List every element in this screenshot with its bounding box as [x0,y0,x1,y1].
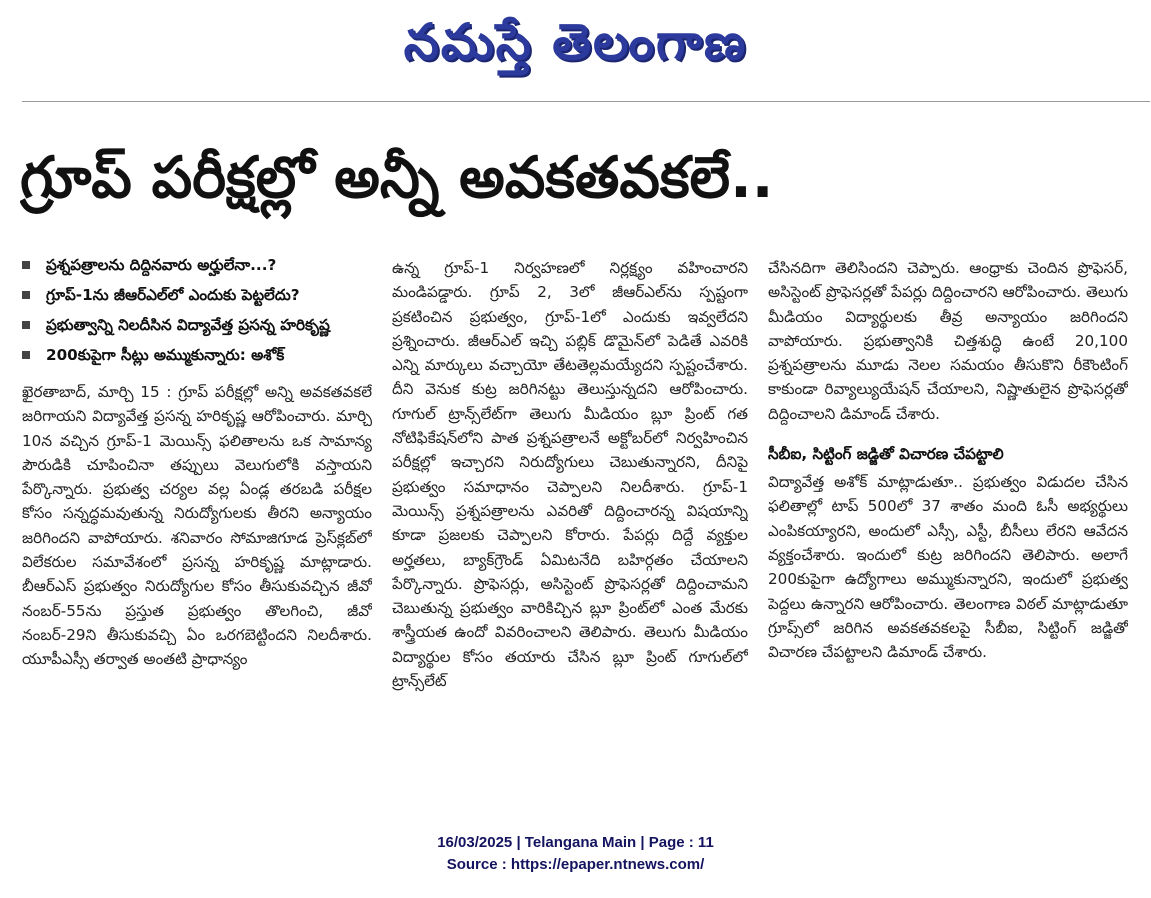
source-url: Source : https://epaper.ntnews.com/ [446,856,705,873]
highlight-bullet [22,250,372,280]
highlight-bullet [22,340,372,370]
article-column-2 [392,256,748,826]
bullet-square-icon [22,321,30,329]
article-body-paragraph: ఉన్న గ్రూప్‌-1 నిర్వహణలో నిర్లక్ష్యం వహించారని మండిపడ్డారు. గ్రూప్‌ 2, 3లో జీఆర్‌ఎల్‌ను స్పష్టంగా ప్రకటించిన ప్రభుత్వం, గ్రూప్‌-1లో ఎందుకు ఇవ్వలేదని ప్రశ్నించారు. జీఆర్‌ఎల్‌ ఇచ్చి పబ్లిక్‌ డొమైన్‌లో పెడితే ఎవరికి ఎన్ని మార్కులు వచ్చాయో తేటతెల్లమయ్యేదని స్పష్టంచేశారు. దీని వెనుక కుట్ర జరిగినట్టు తెలుస్తున్నదని ఆరోపించారు. గూగుల్‌ ట్రాన్స్‌లేట్‌గా తెలుగు మీడియం బ్లూ ప్రింట్‌ గత నోటిఫికేషన్‌లోని పాత ప్రశ్నపత్రాలనే అక్టోబర్‌లో నిర్వహించిన పరీక్షల్లో ఇచ్చారని నిరుద్యోగులు చెబుతున్నారని, దీనిపై ప్రభుత్వం సమాధానం చెప్పాలని నిలదీశారు. గ్రూప్‌-1 మెయిన్స్‌ ప్రశ్నపత్రాలను ఎవరితో దిద్దించారన్న విషయాన్ని కూడా ప్రజలకు చెప్పాలని కోరారు. పేపర్లు దిద్దే వ్యక్తుల అర్హతలు, బ్యాక్‌గ్రౌండ్‌ ఏమిటనేది బహిర్గతం చేయాలని పేర్కొన్నారు. ప్రొఫెసర్లు, అసిస్టెంట్‌ ప్రొఫెసర్లతో దిద్దించామని చెబుతున్న ప్రభుత్వం వారికిచ్చిన బ్లూ ప్రింట్‌లో ఎంత మేరకు శాస్త్రీయత ఉందో వివరించాలని తెలిపారు. తెలుగు మీడియం విద్యార్థుల కోసం తయారు చేసిన బ్లూ ప్రింట్‌ గూగుల్‌లో ట్రాన్స్‌లేట్‌ [392,259,748,691]
masthead [0,4,1151,84]
highlight-bullets [22,250,372,370]
article-body-paragraph: విద్యావేత్త అశోక్‌ మాట్లాడుతూ.. ప్రభుత్వం విడుదల చేసిన ఫలితాల్లో టాప్‌ 500లో 37 శాతం మంది ఓసీ అభ్యర్థులు ఎంపికయ్యారని, అందులో ఎస్సీ, ఎస్టీ, బీసీలు లేరని ఆవేదన వ్యక్తంచేశారు. ఇందులో కుట్ర జరిగిందని తెలిపారు. అలాగే 200కుపైగా ఉద్యోగాలు అమ్ముకున్నారని, ఇందులో ప్రభుత్వ పెద్దలు ఉన్నారని ఆరోపించారు. తెలంగాణ విఠల్‌ మాట్లాడుతూ గ్రూప్స్‌లో జరిగిన అవకతవకలపై సీబీఐ, సిట్టింగ్‌ జడ్జితో విచారణ చేపట్టాలని డిమాండ్‌ చేశారు. [768,473,1128,662]
masthead-divider [22,101,1150,102]
highlight-text: గ్రూప్‌-1ను జీఆర్‌ఎల్‌లో ఎందుకు పెట్టలేదు? [46,286,300,304]
bullet-square-icon [22,351,30,359]
highlight-bullet [22,310,372,340]
highlight-text: 200కుపైగా సీట్లు అమ్ముకున్నారు: అశోక్‌ [46,346,285,364]
article-column-1 [22,250,372,820]
highlight-bullet [22,280,372,310]
article-subheading: సీబీఐ, సిట్టింగ్‌ జడ్జితో విచారణ చేపట్టాలి [768,445,1004,464]
article-headline: గ్రూప్‌ పరీక్షల్లో అన్నీ అవకతవకలే.. [20,145,774,211]
highlight-text: ప్రశ్నపత్రాలను దిద్దినవారు అర్హులేనా...? [46,256,277,274]
newspaper-logo: నమస్తే తెలంగాణ [403,13,748,71]
bullet-square-icon [22,261,30,269]
article-column-3 [768,256,1128,826]
article-body-paragraph: చేసినదిగా తెలిసిందని చెప్పారు. ఆంధ్రాకు చెందిన ప్రొఫెసర్‌, అసిస్టెంట్‌ ప్రొఫెసర్లతో పేపర్లు దిద్దించారని ఆరోపించారు. తెలుగు మీడియం విద్యార్థులకు తీవ్ర అన్యాయం జరిగిందని వాపోయారు. ప్రభుత్వానికి చిత్తశుద్ధి ఉంటే 20,100 ప్రశ్నపత్రాలను మూడు నెలల సమయం తీసుకొని రీకౌంటింగ్‌ కాకుండా రివ్యాల్యుయేషన్‌ చేయాలని, నిష్ణాతులైన ప్రొఫెసర్లతో దిద్దించాలని డిమాండ్‌ చేశారు. [768,259,1128,423]
article-body-paragraph: ఖైరతాబాద్‌, మార్చి 15 : గ్రూప్‌ పరీక్షల్లో అన్ని అవకతవకలే జరిగాయని విద్యావేత్త ప్రసన్న హరికృష్ణ ఆరోపించారు. మార్చి 10న వచ్చిన గ్రూప్‌-1 మెయిన్స్‌ ఫలితాలను ఒక సామాన్య పౌరుడికి చూపించినా తప్పులు వెలుగులోకి వస్తాయని పేర్కొన్నారు. ప్రభుత్వ చర్యల వల్ల ఏండ్ల తరబడి పరీక్షల కోసం సన్నద్ధమవుతున్న నిరుద్యోగులకు తీరని అన్యాయం జరిగిందని వాపోయారు. శనివారం సోమాజిగూడ ప్రెస్‌క్లబ్‌లో విలేకరుల సమావేశంలో ప్రసన్న హరికృష్ణ మాట్లాడారు. బీఆర్‌ఎస్‌ ప్రభుత్వం నిరుద్యోగుల కోసం తీసుకువచ్చిన జీవో నంబర్‌-55ను ప్రస్తుత ప్రభుత్వం తొలగించి, జీవో నంబర్‌-29ని తీసుకువచ్చి ఏం ఒరగబెట్టిందని నిలదీశారు. యూపీఎస్సీ తర్వాత అంతటి ప్రాధాన్యం [22,383,372,669]
bullet-square-icon [22,291,30,299]
highlight-text: ప్రభుత్వాన్ని నిలదీసిన విద్యావేత్త ప్రసన్న హరికృష్ణ [46,316,330,334]
page-footer [0,832,1151,876]
edition-info: 16/03/2025 | Telangana Main | Page : 11 [437,834,714,851]
